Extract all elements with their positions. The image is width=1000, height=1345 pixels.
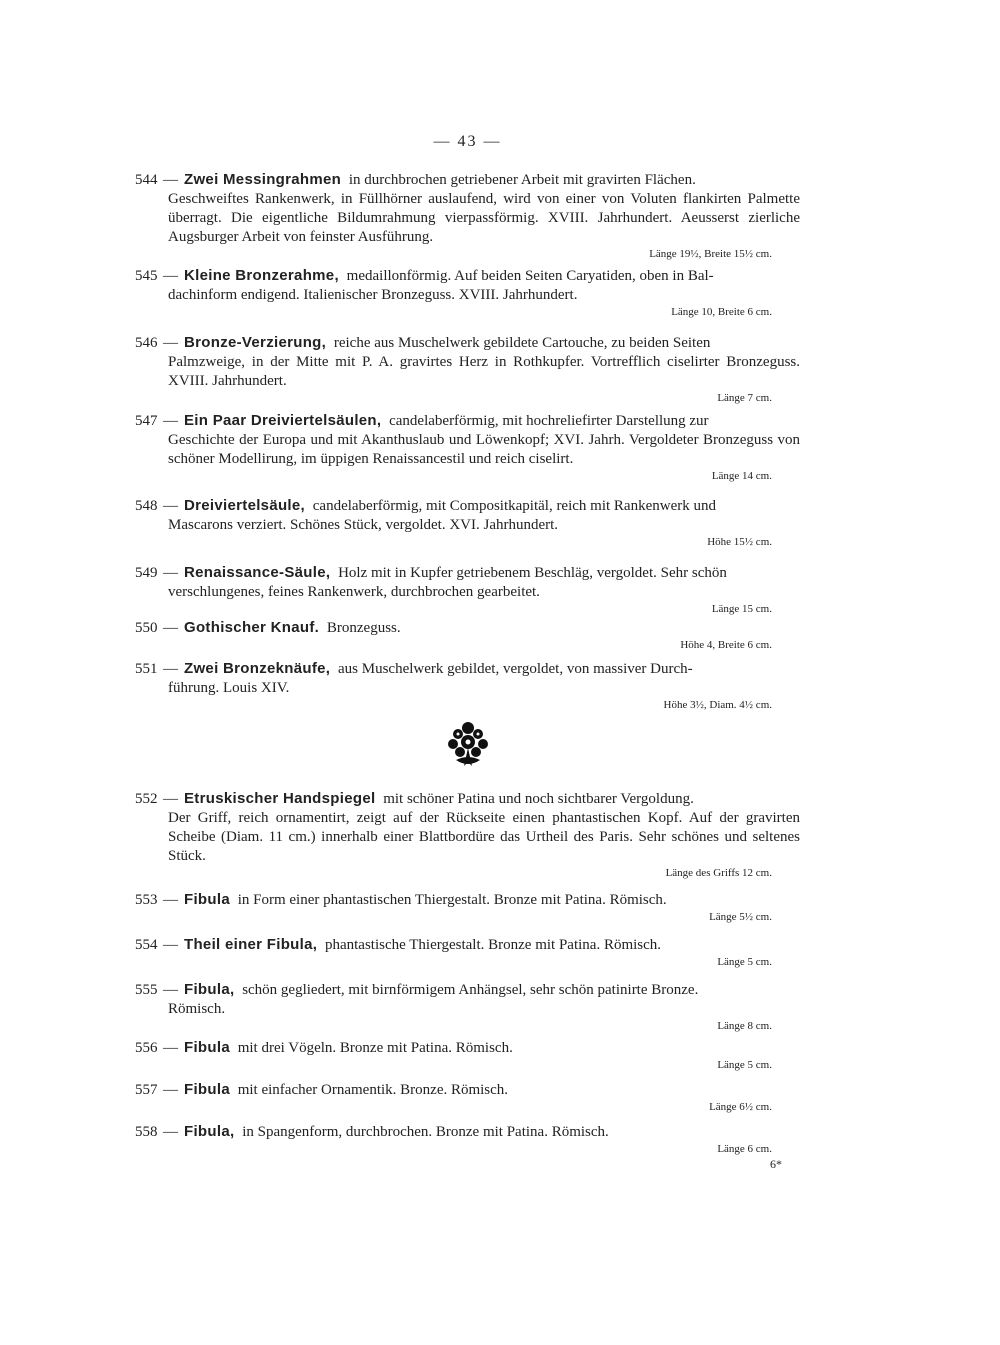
entry-number: 550 (135, 620, 158, 636)
catalog-entry: 558 — Fibula, in Spangenform, durchbrochen. Bronze mit Patina. Römisch. Länge 6 cm. (135, 1122, 800, 1156)
entry-text: reiche aus Muschelwerk gebildete Cartouche, zu beiden Seiten (333, 335, 711, 351)
entry-text: in Spangenform, durchbrochen. Bronze mit Patina. Römisch. (242, 1124, 609, 1140)
entry-measurement: Länge 19½, Breite 15½ cm. (649, 248, 772, 260)
entry-title: Fibula (184, 1039, 230, 1056)
printer-signature: 6* (770, 1157, 782, 1171)
catalog-entry: 557 — Fibula mit einfacher Ornamentik. Bronze. Römisch. Länge 6½ cm. (135, 1080, 800, 1114)
entry-title: Bronze-Verzierung, (184, 334, 327, 351)
entry-number: 552 (135, 791, 158, 807)
entry-text: in Form einer phantastischen Thiergestalt. Bronze mit Patina. Römisch. (237, 892, 667, 908)
entry-number: 554 (135, 937, 158, 953)
catalog-entry: 555 — Fibula, schön gegliedert, mit birnförmigem Anhängsel, sehr schön patinirte Bronze. Römisch. Länge 8 cm. (135, 980, 800, 1033)
catalog-entry: 544 — Zwei Messingrahmen in durchbrochen getriebener Arbeit mit gravirten Flächen. Geschweiftes Rankenwerk, in Füllhörner auslaufend, wird von einer von Voluten flankirten Palmette überragt. Die eigentliche Bildumrahmung vierpassförmig. XVIII. Jahrhundert. Aeusserst zierliche Augsburger Arbeit von feinster Ausführung. Länge 19½, Breite 15½ cm. (135, 171, 800, 260)
entry-text-continued: Der Griff, reich ornamentirt, zeigt auf der Rückseite einen phantastischen Kopf. Auf der gravirten Scheibe (Diam. 11 cm.) innerhalb einer Blattbordüre das Urtheil des Paris. Sehr schönes und seltenes Stück. (168, 810, 800, 864)
entry-text: in durchbrochen getriebener Arbeit mit gravirten Flächen. (348, 172, 696, 188)
entry-text: medaillonförmig. Auf beiden Seiten Caryatiden, oben in Bal- (346, 268, 714, 284)
entry-text: mit einfacher Ornamentik. Bronze. Römisch. (237, 1082, 509, 1098)
entry-measurement: Länge 10, Breite 6 cm. (671, 306, 772, 318)
entry-number: 546 (135, 335, 158, 351)
entry-title: Zwei Messingrahmen (184, 171, 342, 188)
entry-title: Ein Paar Dreiviertelsäulen, (184, 412, 382, 429)
catalog-entry: 552 — Etruskischer Handspiegel mit schöner Patina und noch sichtbarer Vergoldung. Der Griff, reich ornamentirt, zeigt auf der Rückseite einen phantastischen Kopf. Auf der gravirten Scheibe (Diam. 11 cm.) innerhalb einer Blattbordüre das Urtheil des Paris. Sehr schönes und seltenes Stück. Länge des Griffs 12 cm. (135, 790, 800, 879)
entry-title: Fibula (184, 1081, 230, 1098)
entry-title: Fibula (184, 891, 230, 908)
entry-text: aus Muschelwerk gebildet, vergoldet, von massiver Durch- (338, 661, 693, 677)
entry-measurement: Länge 14 cm. (711, 470, 772, 482)
entry-number: 555 (135, 982, 158, 998)
entry-title: Theil einer Fibula, (184, 936, 318, 953)
entry-measurement: Höhe 3½, Diam. 4½ cm. (663, 699, 772, 711)
entry-text-continued: dachinform endigend. Italienischer Bronzeguss. XVIII. Jahrhundert. (168, 287, 578, 303)
entry-measurement: Länge 15 cm. (711, 603, 772, 615)
entry-text-continued: Geschichte der Europa und mit Akanthuslaub und Löwenkopf; XVI. Jahrh. Vergoldeter Bronzeguss von schöner Modellirung, im üppigen Renaissancestil und reich ciselirt. (168, 432, 800, 467)
catalog-entry: 547 — Ein Paar Dreiviertelsäulen, candelaberförmig, mit hochreliefirter Darstellung zur Geschichte der Europa und mit Akanthuslaub und Löwenkopf; XVI. Jahrh. Vergoldeter Bronzeguss von schöner Modellirung, im üppigen Renaissancestil und reich ciselirt. Länge 14 cm. (135, 412, 800, 482)
catalog-entry: 549 — Renaissance-Säule, Holz mit in Kupfer getriebenem Beschläg, vergoldet. Sehr schön verschlungenes, feines Rankenwerk, durchbrochen gearbeitet. Länge 15 cm. (135, 563, 800, 616)
entry-number: 551 (135, 661, 158, 677)
entry-text: candelaberförmig, mit Compositkapitäl, reich mit Rankenwerk und (312, 498, 716, 514)
entry-title: Dreiviertelsäule, (184, 497, 305, 514)
catalog-entry: 553 — Fibula in Form einer phantastischen Thiergestalt. Bronze mit Patina. Römisch. Länge 5½ cm. (135, 890, 800, 924)
entry-text-continued: führung. Louis XIV. (168, 680, 290, 696)
entry-text: mit drei Vögeln. Bronze mit Patina. Römisch. (237, 1040, 513, 1056)
entry-text: candelaberförmig, mit hochreliefirter Darstellung zur (389, 413, 709, 429)
floral-ornament-icon (446, 720, 490, 770)
entry-measurement: Länge 6½ cm. (709, 1101, 772, 1113)
entry-title: Zwei Bronzeknäufe, (184, 660, 331, 677)
entry-text: Holz mit in Kupfer getriebenem Beschläg, vergoldet. Sehr schön (338, 565, 727, 581)
entry-measurement: Länge 5½ cm. (709, 911, 772, 923)
entry-title: Renaissance-Säule, (184, 564, 331, 581)
catalog-entry: 554 — Theil einer Fibula, phantastische Thiergestalt. Bronze mit Patina. Römisch. Länge 5 cm. (135, 935, 800, 969)
entry-measurement: Höhe 4, Breite 6 cm. (680, 639, 772, 651)
entry-text-continued: Mascarons verziert. Schönes Stück, vergoldet. XVI. Jahrhundert. (168, 517, 559, 533)
entry-measurement: Länge 6 cm. (717, 1143, 772, 1155)
entry-number: 547 (135, 413, 158, 429)
entry-measurement: Länge 8 cm. (717, 1020, 772, 1032)
catalog-entry: 546 — Bronze-Verzierung, reiche aus Muschelwerk gebildete Cartouche, zu beiden Seiten Palmzweige, in der Mitte mit P. A. gravirtes Herz in Rothkupfer. Vortrefflich ciselirter Bronzeguss. XVIII. Jahrhundert. Länge 7 cm. (135, 334, 800, 404)
entry-number: 545 (135, 268, 158, 284)
entry-title: Kleine Bronzerahme, (184, 267, 339, 284)
entry-text-continued: Palmzweige, in der Mitte mit P. A. gravirtes Herz in Rothkupfer. Vortrefflich ciselirter Bronzeguss. XVIII. Jahrhundert. (168, 354, 800, 389)
entry-number: 544 (135, 172, 158, 188)
entry-text: schön gegliedert, mit birnförmigem Anhängsel, sehr schön patinirte Bronze. (242, 982, 699, 998)
entry-text-continued: Geschweiftes Rankenwerk, in Füllhörner auslaufend, wird von einer von Voluten flankirten Palmette überragt. Die eigentliche Bildumrahmung vierpassförmig. XVIII. Jahrhundert. Aeusserst zierliche Augsburger Arbeit von feinster Ausführung. (168, 191, 800, 245)
entry-text-continued: verschlungenes, feines Rankenwerk, durchbrochen gearbeitet. (168, 584, 540, 600)
entry-title: Fibula, (184, 1123, 235, 1140)
entry-title: Etruskischer Handspiegel (184, 790, 376, 807)
entry-number: 556 (135, 1040, 158, 1056)
entry-text: phantastische Thiergestalt. Bronze mit Patina. Römisch. (324, 937, 662, 953)
entry-text: mit schöner Patina und noch sichtbarer Vergoldung. (383, 791, 694, 807)
catalog-entry: 548 — Dreiviertelsäule, candelaberförmig, mit Compositkapitäl, reich mit Rankenwerk und Mascarons verziert. Schönes Stück, vergoldet. XVI. Jahrhundert. Höhe 15½ cm. (135, 496, 800, 549)
entry-title: Gothischer Knauf. (184, 619, 320, 636)
entry-number: 557 (135, 1082, 158, 1098)
catalog-entry: 550 — Gothischer Knauf. Bronzeguss. Höhe 4, Breite 6 cm. (135, 618, 800, 652)
catalog-entry: 556 — Fibula mit drei Vögeln. Bronze mit Patina. Römisch. Länge 5 cm. (135, 1038, 800, 1072)
entry-text: Bronzeguss. (326, 620, 401, 636)
entry-measurement: Länge 5 cm. (717, 1059, 772, 1071)
entry-number: 548 (135, 498, 158, 514)
entry-text-continued: Römisch. (168, 1001, 226, 1017)
catalog-entry: 551 — Zwei Bronzeknäufe, aus Muschelwerk gebildet, vergoldet, von massiver Durch- führung. Louis XIV. Höhe 3½, Diam. 4½ cm. (135, 659, 800, 712)
entry-measurement: Höhe 15½ cm. (707, 536, 772, 548)
page-number: — 43 — (433, 133, 502, 150)
entry-measurement: Länge 5 cm. (717, 956, 772, 968)
entry-number: 549 (135, 565, 158, 581)
entry-number: 558 (135, 1124, 158, 1140)
entry-title: Fibula, (184, 981, 235, 998)
entry-measurement: Länge 7 cm. (717, 392, 772, 404)
entry-measurement: Länge des Griffs 12 cm. (665, 867, 772, 879)
catalog-entry: 545 — Kleine Bronzerahme, medaillonförmig. Auf beiden Seiten Caryatiden, oben in Bal- dachinform endigend. Italienischer Bronzeguss. XVIII. Jahrhundert. Länge 10, Breite 6 cm. (135, 266, 800, 319)
entry-number: 553 (135, 892, 158, 908)
